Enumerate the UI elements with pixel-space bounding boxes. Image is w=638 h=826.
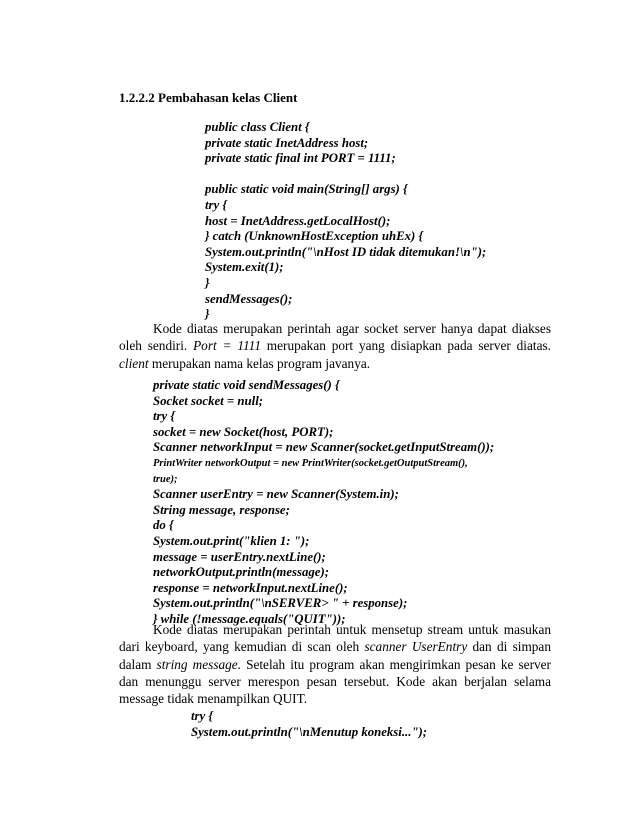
paragraph-italic: scanner UserEntry xyxy=(364,639,468,655)
code-line: System.out.println("\nMenutup koneksi..."); xyxy=(191,724,428,739)
paragraph-italic: client xyxy=(119,355,149,371)
paragraph-text: Kode diatas merupakan perintah agar socket server hanya dapat diakses oleh sendiri. xyxy=(119,321,551,354)
code-line: message = userEntry.nextLine(); xyxy=(153,549,326,564)
code-line: Scanner networkInput = new Scanner(socket.getInputStream()); xyxy=(153,440,495,455)
code-block-client-class xyxy=(205,120,486,323)
code-line: System.out.println("\nSERVER> " + response); xyxy=(153,596,408,611)
code-line: sendMessages(); xyxy=(205,291,293,306)
code-line: } xyxy=(205,307,210,322)
paragraph-explanation-1 xyxy=(119,320,551,372)
code-line: Socket socket = null; xyxy=(153,393,264,408)
code-line: String message, response; xyxy=(153,502,290,517)
code-line: } xyxy=(205,275,210,290)
code-line: socket = new Socket(host, PORT); xyxy=(153,424,334,439)
paragraph-text: dan di simpan dalam xyxy=(119,639,551,672)
code-line xyxy=(205,167,486,183)
code-line: networkOutput.println(message); xyxy=(153,565,329,580)
code-line: System.out.println("\nHost ID tidak ditemukan!\n"); xyxy=(205,244,487,259)
code-line: private static final int PORT = 1111; xyxy=(205,151,396,166)
code-block-send-messages xyxy=(153,378,494,628)
paragraph-text: merupakan port yang disiapkan pada server diatas. xyxy=(260,338,551,354)
code-line: response = networkInput.nextLine(); xyxy=(153,580,348,595)
section-heading: 1.2.2.2 Pembahasan kelas Client xyxy=(119,90,298,105)
paragraph-text: Kode diatas merupakan perintah untuk mensetup stream untuk masukan dari keyboard, yang kemudian di scan oleh xyxy=(119,622,551,655)
code-line: Scanner userEntry = new Scanner(System.in); xyxy=(153,487,399,502)
code-line: public class Client { xyxy=(205,120,310,134)
code-line: PrintWriter networkOutput = new PrintWriter(socket.getOutputStream(), xyxy=(153,457,468,469)
code-line: } catch (UnknownHostException uhEx) { xyxy=(205,229,423,244)
paragraph-text: merupakan nama kelas program javanya. xyxy=(148,355,371,371)
code-line: private static InetAddress host; xyxy=(205,135,369,150)
paragraph-explanation-2 xyxy=(119,621,551,707)
code-line: try { xyxy=(205,197,227,212)
code-line: try { xyxy=(191,709,213,723)
code-line: private static void sendMessages() { xyxy=(153,378,340,392)
code-line: public static void main(String[] args) { xyxy=(205,182,408,197)
code-line: System.out.print("klien 1: "); xyxy=(153,533,310,548)
paragraph-italic: Port = 1111 xyxy=(193,338,261,354)
code-line: host = InetAddress.getLocalHost(); xyxy=(205,213,391,228)
code-line: try { xyxy=(153,409,175,424)
code-line: do { xyxy=(153,518,174,533)
code-line: } while (!message.equals("QUIT")); xyxy=(153,611,346,626)
code-block-try-close xyxy=(191,709,427,740)
code-line: System.exit(1); xyxy=(205,260,284,275)
paragraph-text: Setelah itu program akan mengirimkan pesan ke server dan menunggu server merespon pesan tersebut. Kode akan berjalan selama message tidak menampilkan QUIT. xyxy=(119,656,551,707)
paragraph-italic: string message. xyxy=(156,656,242,672)
code-line: true); xyxy=(153,473,178,485)
